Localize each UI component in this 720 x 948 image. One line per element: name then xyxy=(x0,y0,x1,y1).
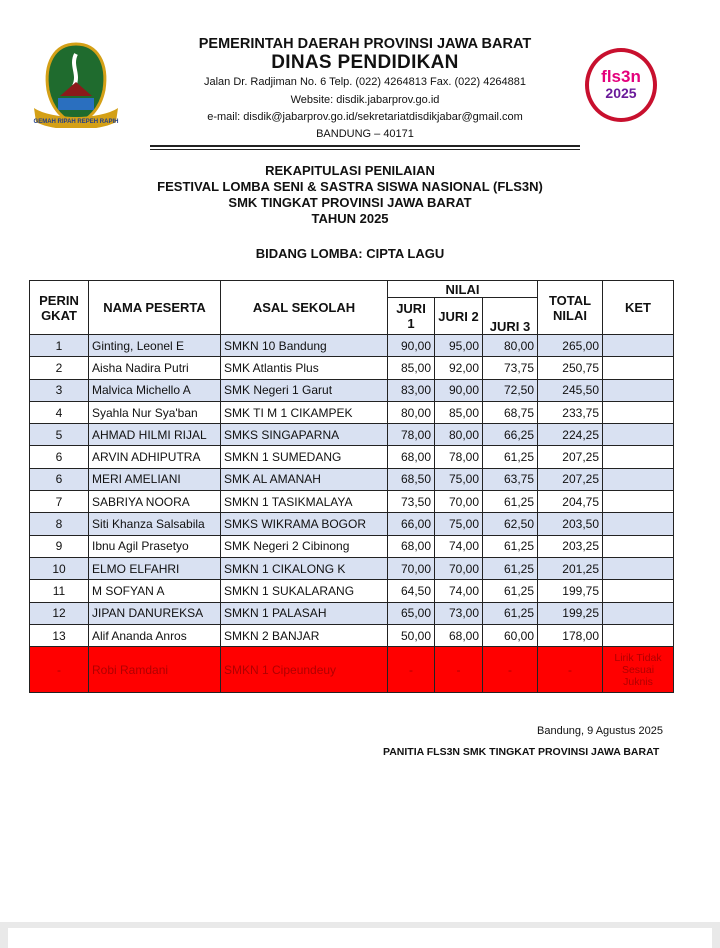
cell-school: SMKN 10 Bandung xyxy=(221,335,388,357)
cell-juri-3-score: 61,25 xyxy=(483,602,538,624)
emblem-motto: GEMAH RIPAH REPEH RAPIH xyxy=(33,119,119,125)
table-row xyxy=(30,335,674,357)
letterhead-website: Website: disdik.jabarprov.go.id xyxy=(290,94,440,106)
cell-rank: 1 xyxy=(30,335,89,357)
letterhead-email: e-mail: disdik@jabarprov.go.id/sekretariatdisdikjabar@gmail.com xyxy=(207,111,523,123)
cell-juri-3-score: 61,25 xyxy=(483,557,538,579)
header-juri-2: JURI 2 xyxy=(435,298,483,335)
cell-rank: 9 xyxy=(30,535,89,557)
cell-participant-name: SABRIYA NOORA xyxy=(89,491,221,513)
header-name: NAMA PESERTA xyxy=(89,281,221,335)
letterhead-city: BANDUNG – 40171 xyxy=(316,128,414,140)
cell-remark xyxy=(603,491,674,513)
cell-remark xyxy=(603,446,674,468)
cell-juri-2-score: 70,00 xyxy=(435,557,483,579)
cell-juri-1-score: 65,00 xyxy=(388,602,435,624)
cell-school: SMK Atlantis Plus xyxy=(221,357,388,379)
cell-participant-name: M SOFYAN A xyxy=(89,580,221,602)
cell-school: SMK TI M 1 CIKAMPEK xyxy=(221,401,388,423)
cell-rank: 5 xyxy=(30,424,89,446)
cell-remark xyxy=(603,513,674,535)
cell-remark: Lirik Tidak Sesuai Juknis xyxy=(603,647,674,693)
letterhead-line1: PEMERINTAH DAERAH PROVINSI JAWA BARAT xyxy=(198,36,532,52)
cell-juri-2-score: 95,00 xyxy=(435,335,483,357)
cell-juri-1-score: 68,50 xyxy=(388,468,435,490)
cell-remark xyxy=(603,379,674,401)
cell-juri-3-score: 66,25 xyxy=(483,424,538,446)
table-row xyxy=(30,535,674,557)
cell-juri-2-score: 92,00 xyxy=(435,357,483,379)
cell-juri-2-score: 78,00 xyxy=(435,446,483,468)
cell-rank: - xyxy=(30,647,89,693)
cell-rank: 12 xyxy=(30,602,89,624)
cell-participant-name: JIPAN DANUREKSA xyxy=(89,602,221,624)
cell-juri-2-score: 74,00 xyxy=(435,535,483,557)
cell-juri-1-score: 83,00 xyxy=(388,379,435,401)
cell-juri-2-score: 73,00 xyxy=(435,602,483,624)
cell-total-score: 204,75 xyxy=(538,491,603,513)
cell-juri-2-score: 74,00 xyxy=(435,580,483,602)
cell-juri-1-score: 68,00 xyxy=(388,535,435,557)
cell-participant-name: Alif Ananda Anros xyxy=(89,624,221,646)
cell-participant-name: Ginting, Leonel E xyxy=(89,335,221,357)
cell-school: SMKN 1 Cipeundeuy xyxy=(221,647,388,693)
cell-total-score: 199,75 xyxy=(538,580,603,602)
cell-total-score: 199,25 xyxy=(538,602,603,624)
cell-juri-1-score: 68,00 xyxy=(388,446,435,468)
cell-juri-3-score: 68,75 xyxy=(483,401,538,423)
cell-remark xyxy=(603,580,674,602)
report-title: REKAPITULASI PENILAIAN xyxy=(265,163,435,178)
header-nilai: NILAI xyxy=(388,281,538,298)
cell-total-score: 265,00 xyxy=(538,335,603,357)
cell-rank: 3 xyxy=(30,379,89,401)
year: TAHUN 2025 xyxy=(311,211,389,226)
header-school: ASAL SEKOLAH xyxy=(221,281,388,335)
letterhead-line2: DINAS PENDIDIKAN xyxy=(271,52,459,73)
cell-rank: 6 xyxy=(30,468,89,490)
cell-participant-name: AHMAD HILMI RIJAL xyxy=(89,424,221,446)
cell-remark xyxy=(603,335,674,357)
cell-juri-3-score: 72,50 xyxy=(483,379,538,401)
cell-school: SMKN 1 SUMEDANG xyxy=(221,446,388,468)
header-rank: PERIN GKAT xyxy=(30,281,89,335)
cell-total-score: 207,25 xyxy=(538,446,603,468)
cell-total-score: 233,75 xyxy=(538,401,603,423)
cell-juri-3-score: 62,50 xyxy=(483,513,538,535)
cell-juri-2-score: 90,00 xyxy=(435,379,483,401)
cell-juri-2-score: - xyxy=(435,647,483,693)
cell-school: SMKN 1 SUKALARANG xyxy=(221,580,388,602)
cell-remark xyxy=(603,535,674,557)
cell-participant-name: ARVIN ADHIPUTRA xyxy=(89,446,221,468)
cell-remark xyxy=(603,357,674,379)
cell-juri-2-score: 70,00 xyxy=(435,491,483,513)
cell-juri-1-score: 64,50 xyxy=(388,580,435,602)
results-table xyxy=(29,280,674,693)
cell-juri-3-score: 61,25 xyxy=(483,580,538,602)
cell-rank: 11 xyxy=(30,580,89,602)
table-row xyxy=(30,513,674,535)
signing-date: Bandung, 9 Agustus 2025 xyxy=(537,725,663,737)
table-row xyxy=(30,491,674,513)
cell-juri-3-score: 61,25 xyxy=(483,535,538,557)
cell-total-score: 245,50 xyxy=(538,379,603,401)
cell-juri-3-score: 61,25 xyxy=(483,491,538,513)
cell-juri-2-score: 75,00 xyxy=(435,513,483,535)
cell-remark xyxy=(603,424,674,446)
cell-participant-name: Aisha Nadira Putri xyxy=(89,357,221,379)
header-total: TOTAL NILAI xyxy=(538,281,603,335)
cell-juri-2-score: 80,00 xyxy=(435,424,483,446)
cell-rank: 4 xyxy=(30,401,89,423)
table-row xyxy=(30,468,674,490)
committee-signature: PANITIA FLS3N SMK TINGKAT PROVINSI JAWA BARAT xyxy=(383,746,660,758)
table-row xyxy=(30,557,674,579)
header-juri-1: JURI 1 xyxy=(388,298,435,335)
next-page xyxy=(8,928,712,948)
competition-field: BIDANG LOMBA: CIPTA LAGU xyxy=(255,246,445,261)
cell-total-score: 203,50 xyxy=(538,513,603,535)
cell-total-score: 224,25 xyxy=(538,424,603,446)
cell-juri-1-score: 78,00 xyxy=(388,424,435,446)
cell-juri-3-score: 61,25 xyxy=(483,446,538,468)
header-ket: KET xyxy=(603,281,674,335)
svg-text:fls3n: fls3n xyxy=(601,67,641,86)
cell-participant-name: MERI AMELIANI xyxy=(89,468,221,490)
cell-rank: 8 xyxy=(30,513,89,535)
cell-juri-1-score: 80,00 xyxy=(388,401,435,423)
svg-text:2025: 2025 xyxy=(605,85,637,101)
cell-total-score: 178,00 xyxy=(538,624,603,646)
cell-remark xyxy=(603,557,674,579)
cell-remark xyxy=(603,624,674,646)
level: SMK TINGKAT PROVINSI JAWA BARAT xyxy=(228,195,472,210)
table-row xyxy=(30,446,674,468)
cell-juri-1-score: - xyxy=(388,647,435,693)
cell-total-score: 250,75 xyxy=(538,357,603,379)
cell-total-score: 203,25 xyxy=(538,535,603,557)
jawa-barat-emblem xyxy=(32,40,120,128)
cell-school: SMK AL AMANAH xyxy=(221,468,388,490)
cell-school: SMKS WIKRAMA BOGOR xyxy=(221,513,388,535)
cell-participant-name: Robi Ramdani xyxy=(89,647,221,693)
letterhead-address: Jalan Dr. Radjiman No. 6 Telp. (022) 4264813 Fax. (022) 4264881 xyxy=(203,76,527,88)
cell-school: SMK Negeri 1 Garut xyxy=(221,379,388,401)
cell-total-score: 207,25 xyxy=(538,468,603,490)
cell-participant-name: Syahla Nur Sya'ban xyxy=(89,401,221,423)
cell-juri-1-score: 90,00 xyxy=(388,335,435,357)
festival-name: FESTIVAL LOMBA SENI & SASTRA SISWA NASIONAL (FLS3N) xyxy=(157,179,543,194)
cell-juri-3-score: 60,00 xyxy=(483,624,538,646)
header-juri-3: JURI 3 xyxy=(483,298,538,335)
cell-juri-3-score: 80,00 xyxy=(483,335,538,357)
table-row xyxy=(30,401,674,423)
letterhead-divider xyxy=(150,145,580,147)
cell-school: SMKN 2 BANJAR xyxy=(221,624,388,646)
table-row xyxy=(30,357,674,379)
cell-school: SMK Negeri 2 Cibinong xyxy=(221,535,388,557)
cell-total-score: - xyxy=(538,647,603,693)
cell-rank: 6 xyxy=(30,446,89,468)
cell-participant-name: Malvica Michello A xyxy=(89,379,221,401)
cell-rank: 10 xyxy=(30,557,89,579)
cell-school: SMKN 1 CIKALONG K xyxy=(221,557,388,579)
cell-remark xyxy=(603,401,674,423)
table-row xyxy=(30,624,674,646)
cell-juri-1-score: 73,50 xyxy=(388,491,435,513)
table-row xyxy=(30,424,674,446)
cell-school: SMKS SINGAPARNA xyxy=(221,424,388,446)
table-row xyxy=(30,602,674,624)
letterhead-divider-thin xyxy=(150,149,580,150)
fls3n-logo xyxy=(585,48,657,122)
cell-juri-1-score: 70,00 xyxy=(388,557,435,579)
table-row xyxy=(30,580,674,602)
cell-juri-2-score: 75,00 xyxy=(435,468,483,490)
cell-rank: 13 xyxy=(30,624,89,646)
cell-juri-1-score: 66,00 xyxy=(388,513,435,535)
cell-rank: 7 xyxy=(30,491,89,513)
cell-total-score: 201,25 xyxy=(538,557,603,579)
cell-juri-2-score: 85,00 xyxy=(435,401,483,423)
cell-participant-name: ELMO ELFAHRI xyxy=(89,557,221,579)
cell-participant-name: Ibnu Agil Prasetyo xyxy=(89,535,221,557)
cell-juri-1-score: 85,00 xyxy=(388,357,435,379)
table-row xyxy=(30,379,674,401)
cell-rank: 2 xyxy=(30,357,89,379)
cell-juri-2-score: 68,00 xyxy=(435,624,483,646)
cell-remark xyxy=(603,602,674,624)
cell-school: SMKN 1 TASIKMALAYA xyxy=(221,491,388,513)
cell-juri-3-score: - xyxy=(483,647,538,693)
cell-participant-name: Siti Khanza Salsabila xyxy=(89,513,221,535)
cell-remark xyxy=(603,468,674,490)
cell-juri-3-score: 73,75 xyxy=(483,357,538,379)
cell-school: SMKN 1 PALASAH xyxy=(221,602,388,624)
cell-juri-3-score: 63,75 xyxy=(483,468,538,490)
cell-juri-1-score: 50,00 xyxy=(388,624,435,646)
table-row xyxy=(30,647,674,693)
